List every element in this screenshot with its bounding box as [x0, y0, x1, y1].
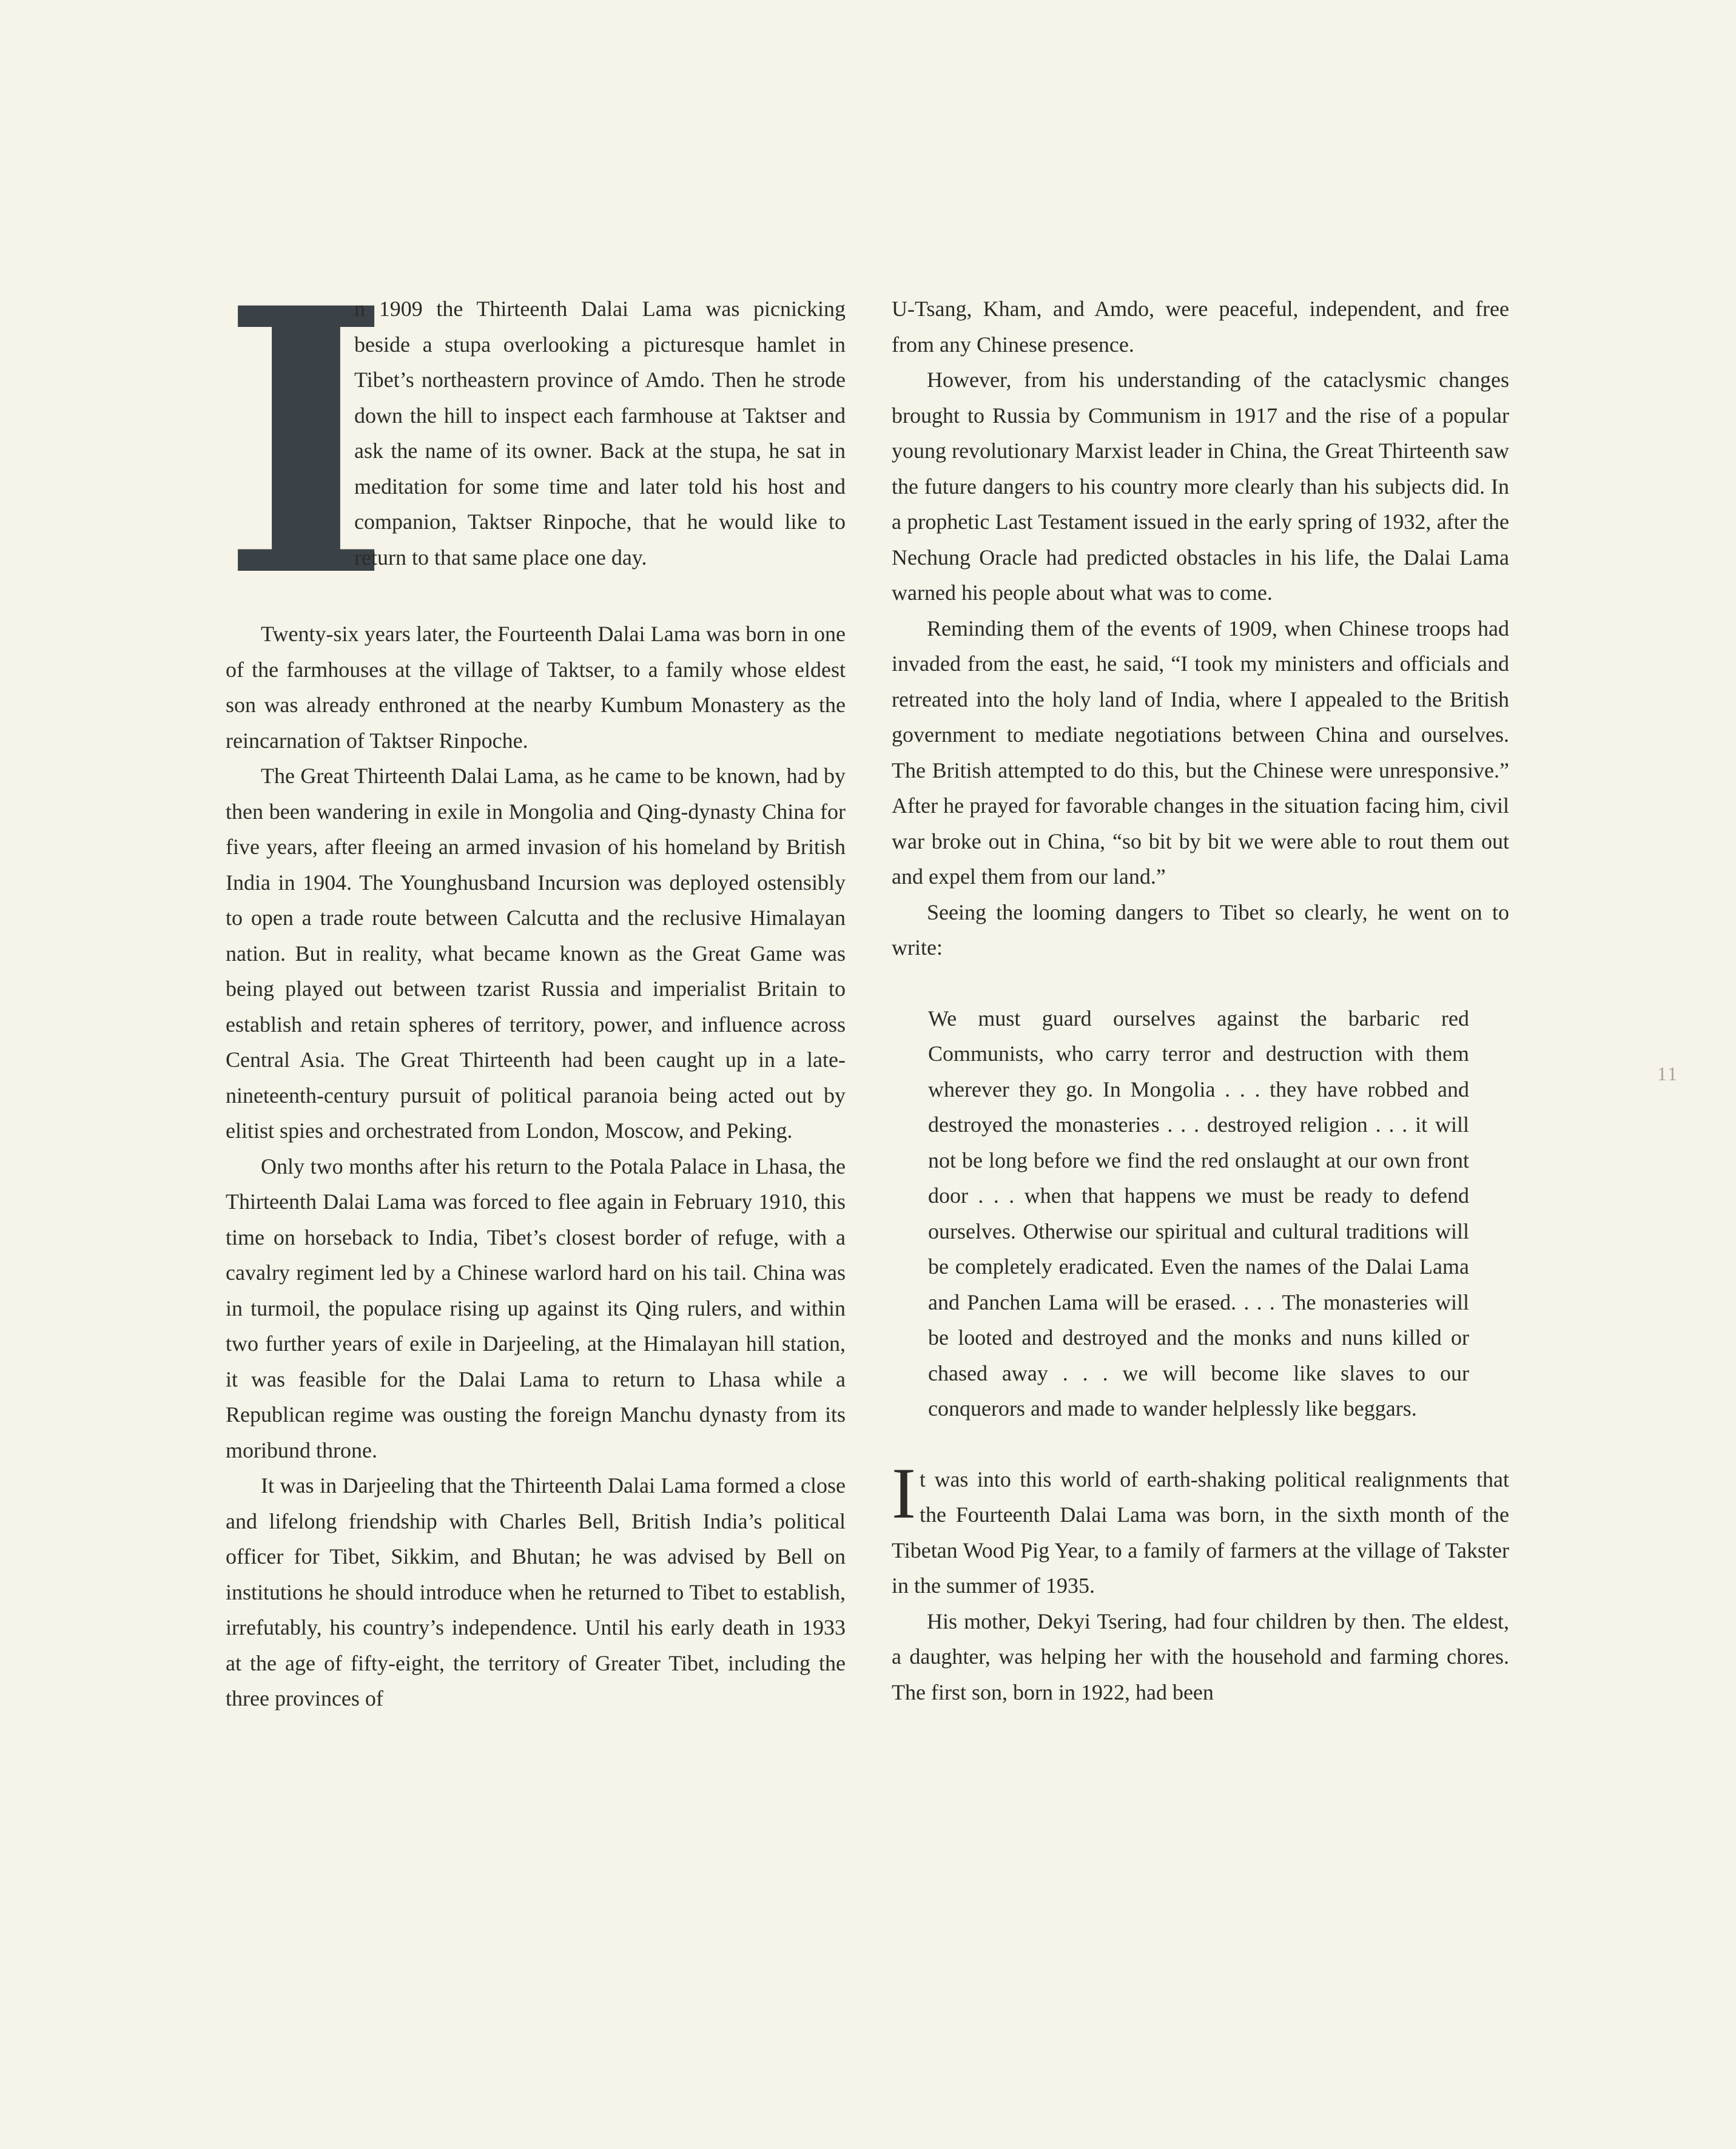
paragraph: It was in Darjeeling that the Thirteenth Dalai Lama formed a close and lifelong friendship with Charles Bell, British India’s political officer for Tibet, Sikkim, and Bhutan; he was advised by Bell on institutions he should introduce when he returned to Tibet to establish, irrefutably, his country’s independence. Until his early death in 1933 at the age of fifty-eight, the territory of Greater Tibet, including the three provinces of	[226, 1473, 846, 1710]
paragraph: n 1909 the Thirteenth Dalai Lama was picnicking beside a stupa overlooking a picturesque hamlet in Tibet’s northeastern province of Amdo. Then he strode down the hill to inspect each farmhouse at Taktser and ask the name of its owner. Back at the stupa, he sat in meditation for some time and later told his host and companion, Taktser Rinpoche, that he would like to return to that same place one day.	[354, 297, 846, 570]
left-text-column	[221, 229, 846, 1717]
right-text-column	[892, 291, 1509, 1710]
paragraph: Only two months after his return to the Potala Palace in Lhasa, the Thirteenth Dalai Lama was forced to flee again in February 1910, this time on horseback to India, Tibet’s closest border of refuge, with a cavalry regiment led by a Chinese warlord hard on his tail. China was in turmoil, the populace rising up against its Qing rulers, and within two further years of exile in Darjeeling, at the Himalayan hill station, it was feasible for the Dalai Lama to return to Lhasa while a Republican regime was ousting the foreign Manchu dynasty from its moribund throne.	[226, 1154, 846, 1462]
small-drop-cap-letter: I	[892, 1452, 916, 1533]
section-opening-block	[892, 1452, 1509, 1604]
drop-cap-letter: I	[221, 229, 391, 657]
paragraph: Seeing the looming dangers to Tibet so clearly, he went on to write:	[892, 900, 1509, 960]
paragraph: t was into this world of earth-shaking political realignments that the Fourteenth Dalai Lama was born, in the sixth month of the Tibetan Wood Pig Year, to a family of farmers at the village of Takster in the summer of 1935.	[892, 1467, 1509, 1598]
paragraph: Reminding them of the events of 1909, when Chinese troops had invaded from the east, he said, “I took my ministers and officials and retreated into the holy land of India, where I appealed to the British government to mediate negotiations between China and ourselves. The British attempted to do this, but the Chinese were unresponsive.” After he prayed for favorable changes in the situation facing him, civil war broke out in China, “so bit by bit we were able to rout them out and expel them from our land.”	[892, 616, 1509, 889]
paragraph: The Great Thirteenth Dalai Lama, as he came to be known, had by then been wandering in exile in Mongolia and Qing-dynasty China for five years, after fleeing an armed invasion of his homeland by British India in 1904. The Younghusband Incursion was deployed ostensibly to open a trade route between Calcutta and the reclusive Himalayan nation. But in reality, what became known as the Great Game was being played out between tzarist Russia and imperialist Britain to establish and retain spheres of territory, power, and influence across Central Asia. The Great Thirteenth had been caught up in a late-nineteenth-century pursuit of political paranoia being acted out by elitist spies and orchestrated from London, Moscow, and Peking.	[226, 764, 846, 1143]
opening-paragraph-block	[221, 229, 846, 657]
paragraph: U-Tsang, Kham, and Amdo, were peaceful, independent, and free from any Chinese presence.	[892, 297, 1509, 357]
paragraph: Twenty-six years later, the Fourteenth Dalai Lama was born in one of the farmhouses at the village of Taktser, to a family whose eldest son was already enthroned at the nearby Kumbum Monastery as the reincarnation of Taktser Rinpoche.	[226, 622, 846, 753]
block-quote: We must guard ourselves against the barbaric red Communists, who carry terror and destruction with them wherever they go. In Mongolia . . . they have robbed and destroyed the monasteries . . . destroyed religion . . . it will not be long before we find the red onslaught at our own front door . . . when that happens we must be ready to defend ourselves. Otherwise our spiritual and cultural traditions will be completely eradicated. Even the names of the Dalai Lama and Panchen Lama will be erased. . . . The monasteries will be looted and destroyed and the monks and nuns killed or chased away . . . we will become like slaves to our conquerors and made to wander helplessly like beggars.	[928, 1006, 1469, 1421]
paragraph: His mother, Dekyi Tsering, had four children by then. The eldest, a daughter, was helping her with the household and farming chores. The first son, born in 1922, had been	[892, 1609, 1509, 1704]
page-number: 11	[1657, 1063, 1678, 1085]
paragraph: However, from his understanding of the cataclysmic changes brought to Russia by Communism in 1917 and the rise of a popular young revolutionary Marxist leader in China, the Great Thirteenth saw the future dangers to his country more clearly than his subjects did. In a prophetic Last Testament issued in the early spring of 1932, after the Nechung Oracle had predicted obstacles in his life, the Dalai Lama warned his people about what was to come.	[892, 368, 1509, 605]
